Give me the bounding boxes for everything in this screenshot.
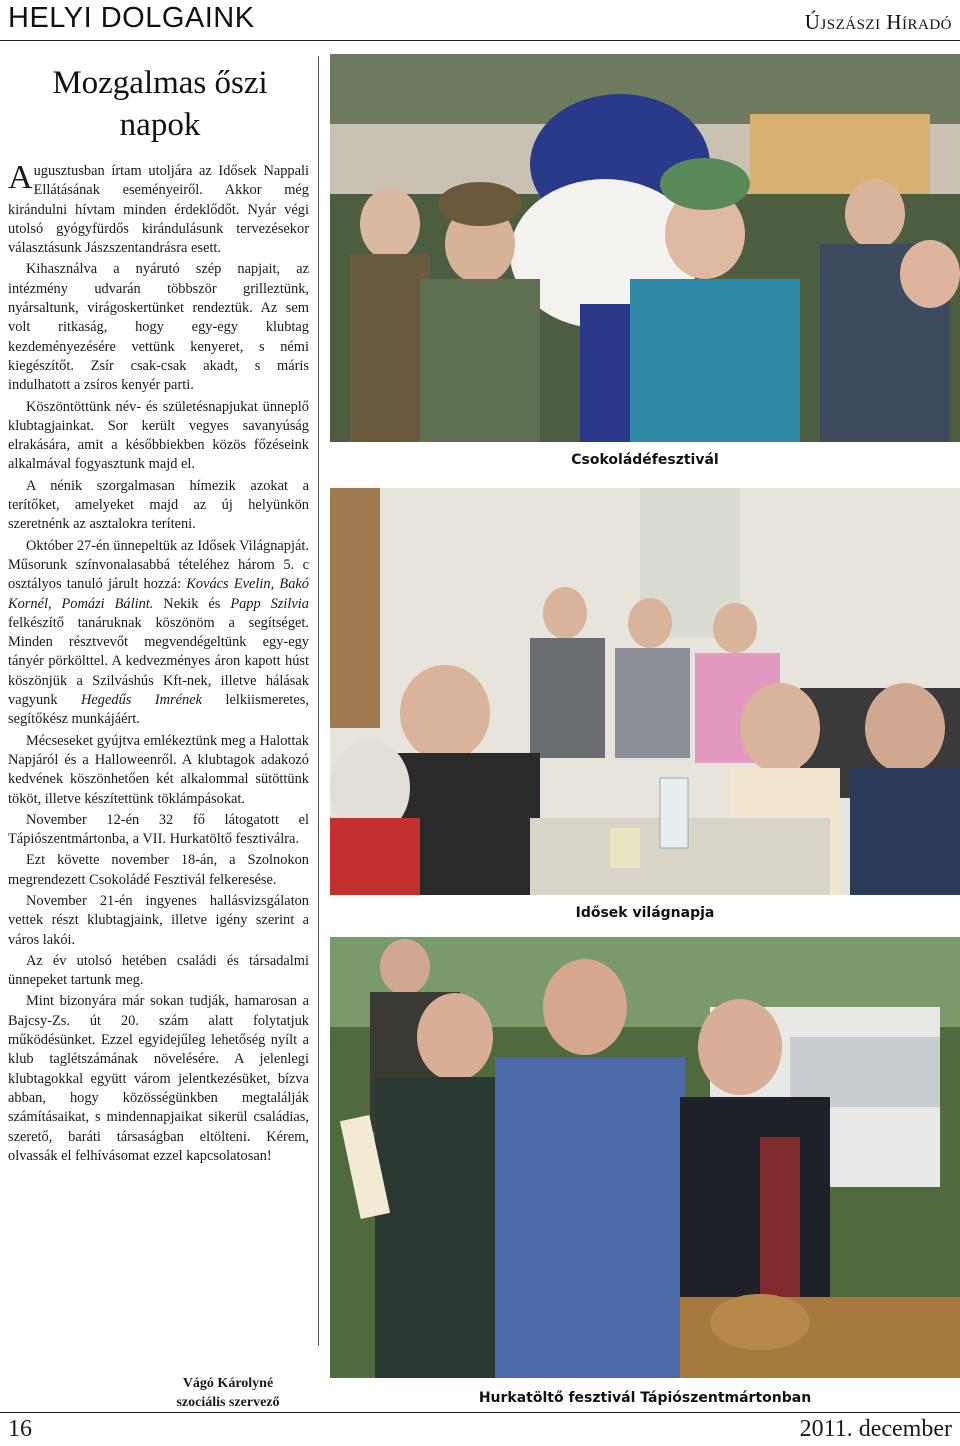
photo-chocolate-festival bbox=[330, 54, 960, 442]
author-name: Vágó Károlyné bbox=[182, 1376, 274, 1391]
header-rule bbox=[0, 40, 960, 41]
paragraph-1: Augusztusban írtam utoljára az Idősek Nappali Ellátásának eseményeiről. Akkor még kirándulni hívtam minden érdeklődőt. Nyár végi utolsó gyógyfürdős kirándulásunk tervezésekor választásunk Jászszentandrásra esett. bbox=[8, 159, 309, 257]
section-title: HELYI DOLGAINK bbox=[8, 2, 255, 34]
page-number: 16 bbox=[8, 1416, 32, 1442]
author-role: szociális szervező bbox=[176, 1395, 280, 1410]
paragraph-4: A nénik szorgalmasan hímezik azokat a terítőket, amelyeket majd az új helyünkön szeretnénk az asztalokra teríteni. bbox=[8, 477, 309, 533]
teacher-name: Papp Szilvia bbox=[230, 595, 309, 612]
drop-cap: A bbox=[8, 159, 33, 196]
paragraph-6: Mécseseket gyújtva emlékeztünk meg a Halottak Napjáról és a Halloweenről. A klubtagok adakozó kedvének köszönhetően két alkalommal sütöttünk tököt, illetve készítettünk töklámpásokat. bbox=[8, 732, 309, 807]
paragraph-7: November 12-én 32 fő látogatott el Tápiószentmártonba, a VII. Hurkatöltő fesztiválra. bbox=[8, 811, 309, 848]
photo-caption-2: Idősek világnapja bbox=[575, 905, 715, 921]
column-divider bbox=[318, 56, 319, 1346]
newspaper-name: Újszászi Híradó bbox=[804, 10, 952, 34]
paragraph-8: Ezt követte november 18-án, a Szolnokon megrendezett Csokoládé Fesztivál felkeresése. bbox=[8, 852, 309, 888]
paragraph-3: Köszöntöttünk név- és születésnapjukat ünneplő klubtagjainkat. Sor került vegyes savanyúság elrakására, amit a későbbiekben közös főzéseink alkalmával fogyasztunk majd el. bbox=[8, 398, 309, 473]
student-names: Kovács Evelin, Bakó Kornél, Pomázi Bálint. bbox=[8, 576, 310, 612]
article-title-line-1: Mozgalmas őszi bbox=[52, 65, 268, 101]
photo-elders-day bbox=[330, 488, 960, 895]
article-title-line-2: napok bbox=[119, 107, 201, 143]
paragraph-9: November 21-én ingyenes hallásvizsgálaton vettek részt klubtagjaink, illetve igény szerint a város lakói. bbox=[8, 892, 309, 948]
paragraph-11: Mint bizonyára már sokan tudják, hamarosan a Bajcsy-Zs. út 20. szám alatt folytatjuk működésünket. Ezzel egyidejűleg lehetőség nyílt a klub taglétszámának növelésére. A jelenlegi klubtagokkal együtt várom jelentkezésüket, bízva abban, hogy közösségünkben megtalálják számításaikat, s mindennapjaikat sikerül családias, szerető, baráti társaságban eltölteni. Kérem, olvassák el felhívásomat ezzel kapcsolatosan! bbox=[8, 993, 309, 1164]
article-body bbox=[8, 159, 310, 1168]
article-title bbox=[10, 62, 310, 146]
photo-caption-3: Hurkatöltő fesztivál Tápiószentmártonban bbox=[478, 1390, 812, 1406]
photo-caption-1: Csokoládéfesztivál bbox=[571, 452, 719, 468]
footer-rule bbox=[0, 1412, 960, 1413]
person-name: Hegedűs Imrének bbox=[81, 692, 202, 709]
paragraph-10: Az év utolsó hetében családi és társadalmi ünnepeket tartunk meg. bbox=[8, 952, 309, 989]
paragraph-5: Október 27-én ünnepeltük az Idősek Világnapját. Műsorunk színvonalasabbá tételéhez három 5. c osztályos tanuló járult hozzá: Kovács Evelin, Bakó Kornél, Pomázi Bálint. Nekik és Papp Szilvia felkészítő tanáruknak köszönöm a segítséget. Minden résztvevőt megvendégeltünk egy-egy tányér pörkölttel. A kedvezményes áron kapott húst köszönjük a Szilváshús Kft-nek, illetve hálásak vagyunk Hegedűs Imrének lelkiismeretes, segítőkész munkájáért. bbox=[8, 537, 310, 728]
photo-sausage-festival bbox=[330, 937, 960, 1378]
paragraph-2: Kihasználva a nyárutó szép napjait, az intézmény udvarán többször grilleztünk, nyársaltunk, virágoskertünket rendeztük. Az sem volt ritkaság, hogy egy-egy klubtag kezdeményezésére vettünk kenyeret, s némi kiegészítőt. Zsír csak-csak akadt, s máris indulhatott a zsíros kenyér parti. bbox=[8, 261, 309, 394]
issue-date: 2011. december bbox=[799, 1416, 952, 1442]
author-signature bbox=[148, 1374, 308, 1412]
